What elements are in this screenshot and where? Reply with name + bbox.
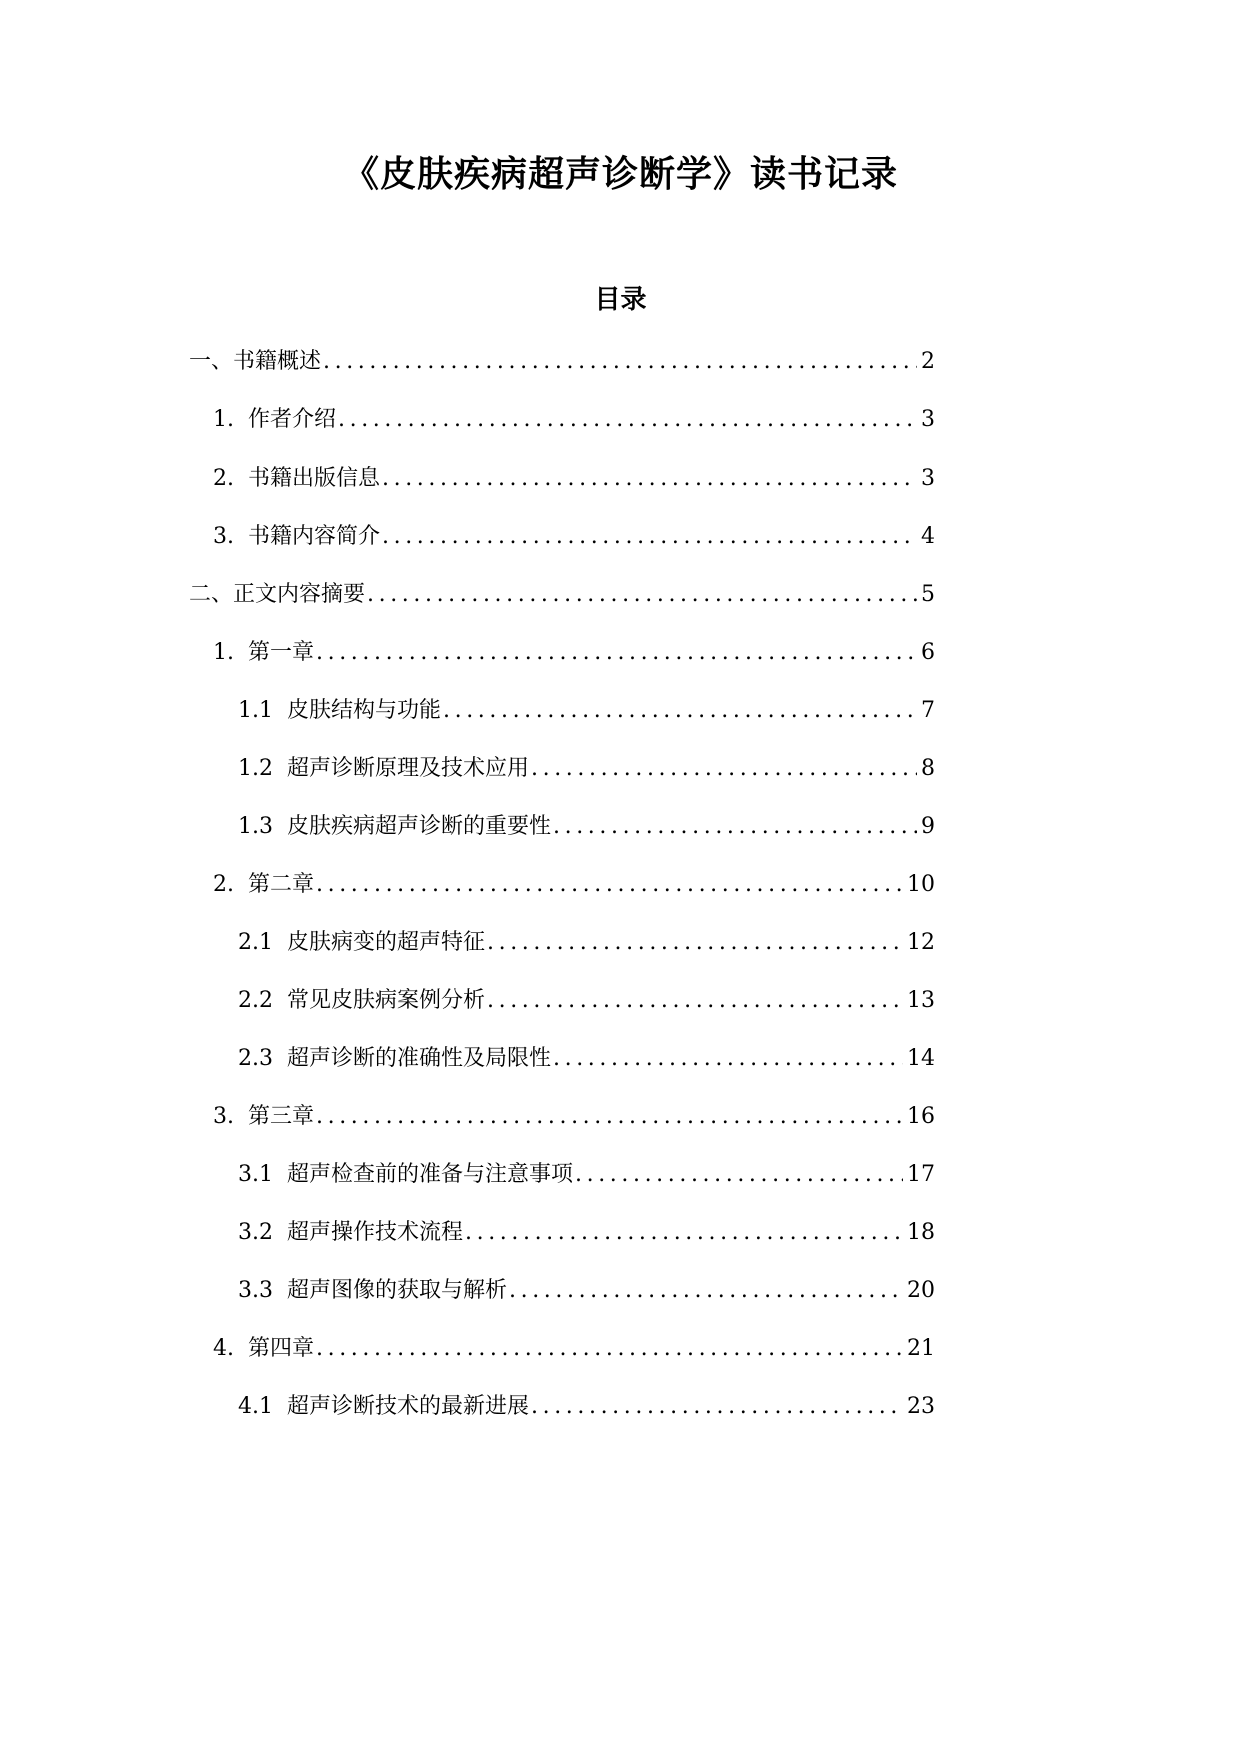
toc-entry-title: 第四章	[248, 1336, 315, 1361]
toc-entry-title: 书籍出版信息	[248, 466, 381, 491]
toc-entry-number: 3.2	[238, 1220, 273, 1245]
toc-entry-title: 常见皮肤病案例分析	[287, 988, 486, 1013]
toc-entry-page: 12	[907, 930, 935, 955]
toc-entry-page: 10	[907, 872, 935, 897]
toc-dot-leader	[531, 1389, 903, 1425]
toc-entry-number: 4.1	[238, 1394, 273, 1419]
toc-entry-title: 超声检查前的准备与注意事项	[287, 1162, 574, 1187]
toc-dot-leader	[443, 693, 917, 729]
toc-entry[interactable]	[213, 1099, 935, 1135]
toc-dot-leader	[487, 925, 903, 961]
toc-entry-number: 二、	[189, 582, 234, 607]
toc-entry-number: 3.1	[238, 1162, 273, 1187]
toc-dot-leader	[316, 1099, 903, 1135]
toc-entry-title: 作者介绍	[248, 407, 337, 432]
toc-entry-page: 23	[907, 1394, 935, 1419]
toc-entry-number: 4.	[213, 1336, 234, 1361]
toc-dot-leader	[553, 1041, 903, 1077]
toc-entry-title: 书籍内容简介	[248, 524, 381, 549]
toc-entry-page: 18	[907, 1220, 935, 1245]
toc-entry-page: 21	[907, 1336, 935, 1361]
toc-dot-leader	[316, 1331, 903, 1367]
toc-entry-title: 皮肤疾病超声诊断的重要性	[287, 814, 552, 839]
toc-entry[interactable]	[189, 344, 935, 380]
toc-dot-leader	[338, 402, 917, 438]
toc-dot-leader	[382, 519, 917, 555]
toc-entry-number: 3.	[213, 524, 234, 549]
toc-dot-leader	[316, 635, 917, 671]
toc-entry[interactable]	[213, 867, 935, 903]
toc-entry-page: 17	[907, 1162, 935, 1187]
toc-entry-number: 2.3	[238, 1046, 273, 1071]
toc-entry[interactable]	[213, 1331, 935, 1367]
toc-entry-title: 皮肤结构与功能	[287, 698, 442, 723]
toc-entry-page: 13	[907, 988, 935, 1013]
toc-entry-title: 正文内容摘要	[233, 582, 366, 607]
toc-entry-number: 2.	[213, 872, 234, 897]
toc-entry[interactable]	[238, 751, 935, 787]
toc-dot-leader	[487, 983, 903, 1019]
toc-heading: 目录	[594, 285, 647, 315]
toc-entry-title: 超声诊断技术的最新进展	[287, 1394, 530, 1419]
toc-entry-number: 3.	[213, 1104, 234, 1129]
toc-entry-number: 2.1	[238, 930, 273, 955]
toc-entry[interactable]	[238, 1273, 935, 1309]
toc-entry[interactable]	[238, 809, 935, 845]
toc-entry[interactable]	[238, 1215, 935, 1251]
toc-entry[interactable]	[213, 402, 935, 438]
toc-entry[interactable]	[213, 461, 935, 497]
toc-entry-number: 一、	[189, 349, 234, 374]
toc-entry-page: 9	[921, 814, 935, 839]
toc-entry[interactable]	[238, 1389, 935, 1425]
toc-dot-leader	[323, 344, 917, 380]
toc-entry[interactable]	[238, 693, 935, 729]
toc-entry-number: 1.1	[238, 698, 273, 723]
toc-entry-page: 16	[907, 1104, 935, 1129]
document-title: 《皮肤疾病超声诊断学》读书记录	[342, 153, 898, 195]
toc-entry-title: 超声操作技术流程	[287, 1220, 464, 1245]
toc-entry-title: 第一章	[248, 640, 315, 665]
toc-entry-page: 5	[921, 582, 935, 607]
toc-entry-title: 超声图像的获取与解析	[287, 1278, 508, 1303]
toc-entry-number: 1.	[213, 640, 234, 665]
toc-entry[interactable]	[189, 577, 935, 613]
toc-entry-number: 1.3	[238, 814, 273, 839]
toc-dot-leader	[509, 1273, 903, 1309]
toc-entry-number: 1.2	[238, 756, 273, 781]
toc-entry-number: 2.	[213, 466, 234, 491]
toc-dot-leader	[316, 867, 903, 903]
toc-entry[interactable]	[238, 925, 935, 961]
toc-entry-title: 皮肤病变的超声特征	[287, 930, 486, 955]
toc-entry-title: 书籍概述	[233, 349, 322, 374]
toc-entry-number: 1.	[213, 407, 234, 432]
toc-entry-page: 6	[921, 640, 935, 665]
toc-entry[interactable]	[238, 1157, 935, 1193]
toc-dot-leader	[465, 1215, 903, 1251]
toc-entry-title: 第三章	[248, 1104, 315, 1129]
toc-entry-page: 20	[907, 1278, 935, 1303]
toc-entry-page: 2	[921, 349, 935, 374]
toc-dot-leader	[367, 577, 917, 613]
toc-dot-leader	[382, 461, 917, 497]
toc-dot-leader	[531, 751, 917, 787]
toc-entry-title: 第二章	[248, 872, 315, 897]
toc-entry-number: 2.2	[238, 988, 273, 1013]
toc-entry-title: 超声诊断的准确性及局限性	[287, 1046, 552, 1071]
toc-entry-page: 4	[921, 524, 935, 549]
toc-entry-number: 3.3	[238, 1278, 273, 1303]
toc-entry-page: 8	[921, 756, 935, 781]
toc-entry[interactable]	[213, 635, 935, 671]
toc-entry-page: 7	[921, 698, 935, 723]
toc-entry-page: 3	[921, 466, 935, 491]
toc-entry-page: 14	[907, 1046, 935, 1071]
toc-entry[interactable]	[238, 983, 935, 1019]
toc-entry[interactable]	[213, 519, 935, 555]
toc-entry-page: 3	[921, 407, 935, 432]
toc-entry-title: 超声诊断原理及技术应用	[287, 756, 530, 781]
toc-dot-leader	[575, 1157, 903, 1193]
toc-entry[interactable]	[238, 1041, 935, 1077]
toc-dot-leader	[553, 809, 917, 845]
